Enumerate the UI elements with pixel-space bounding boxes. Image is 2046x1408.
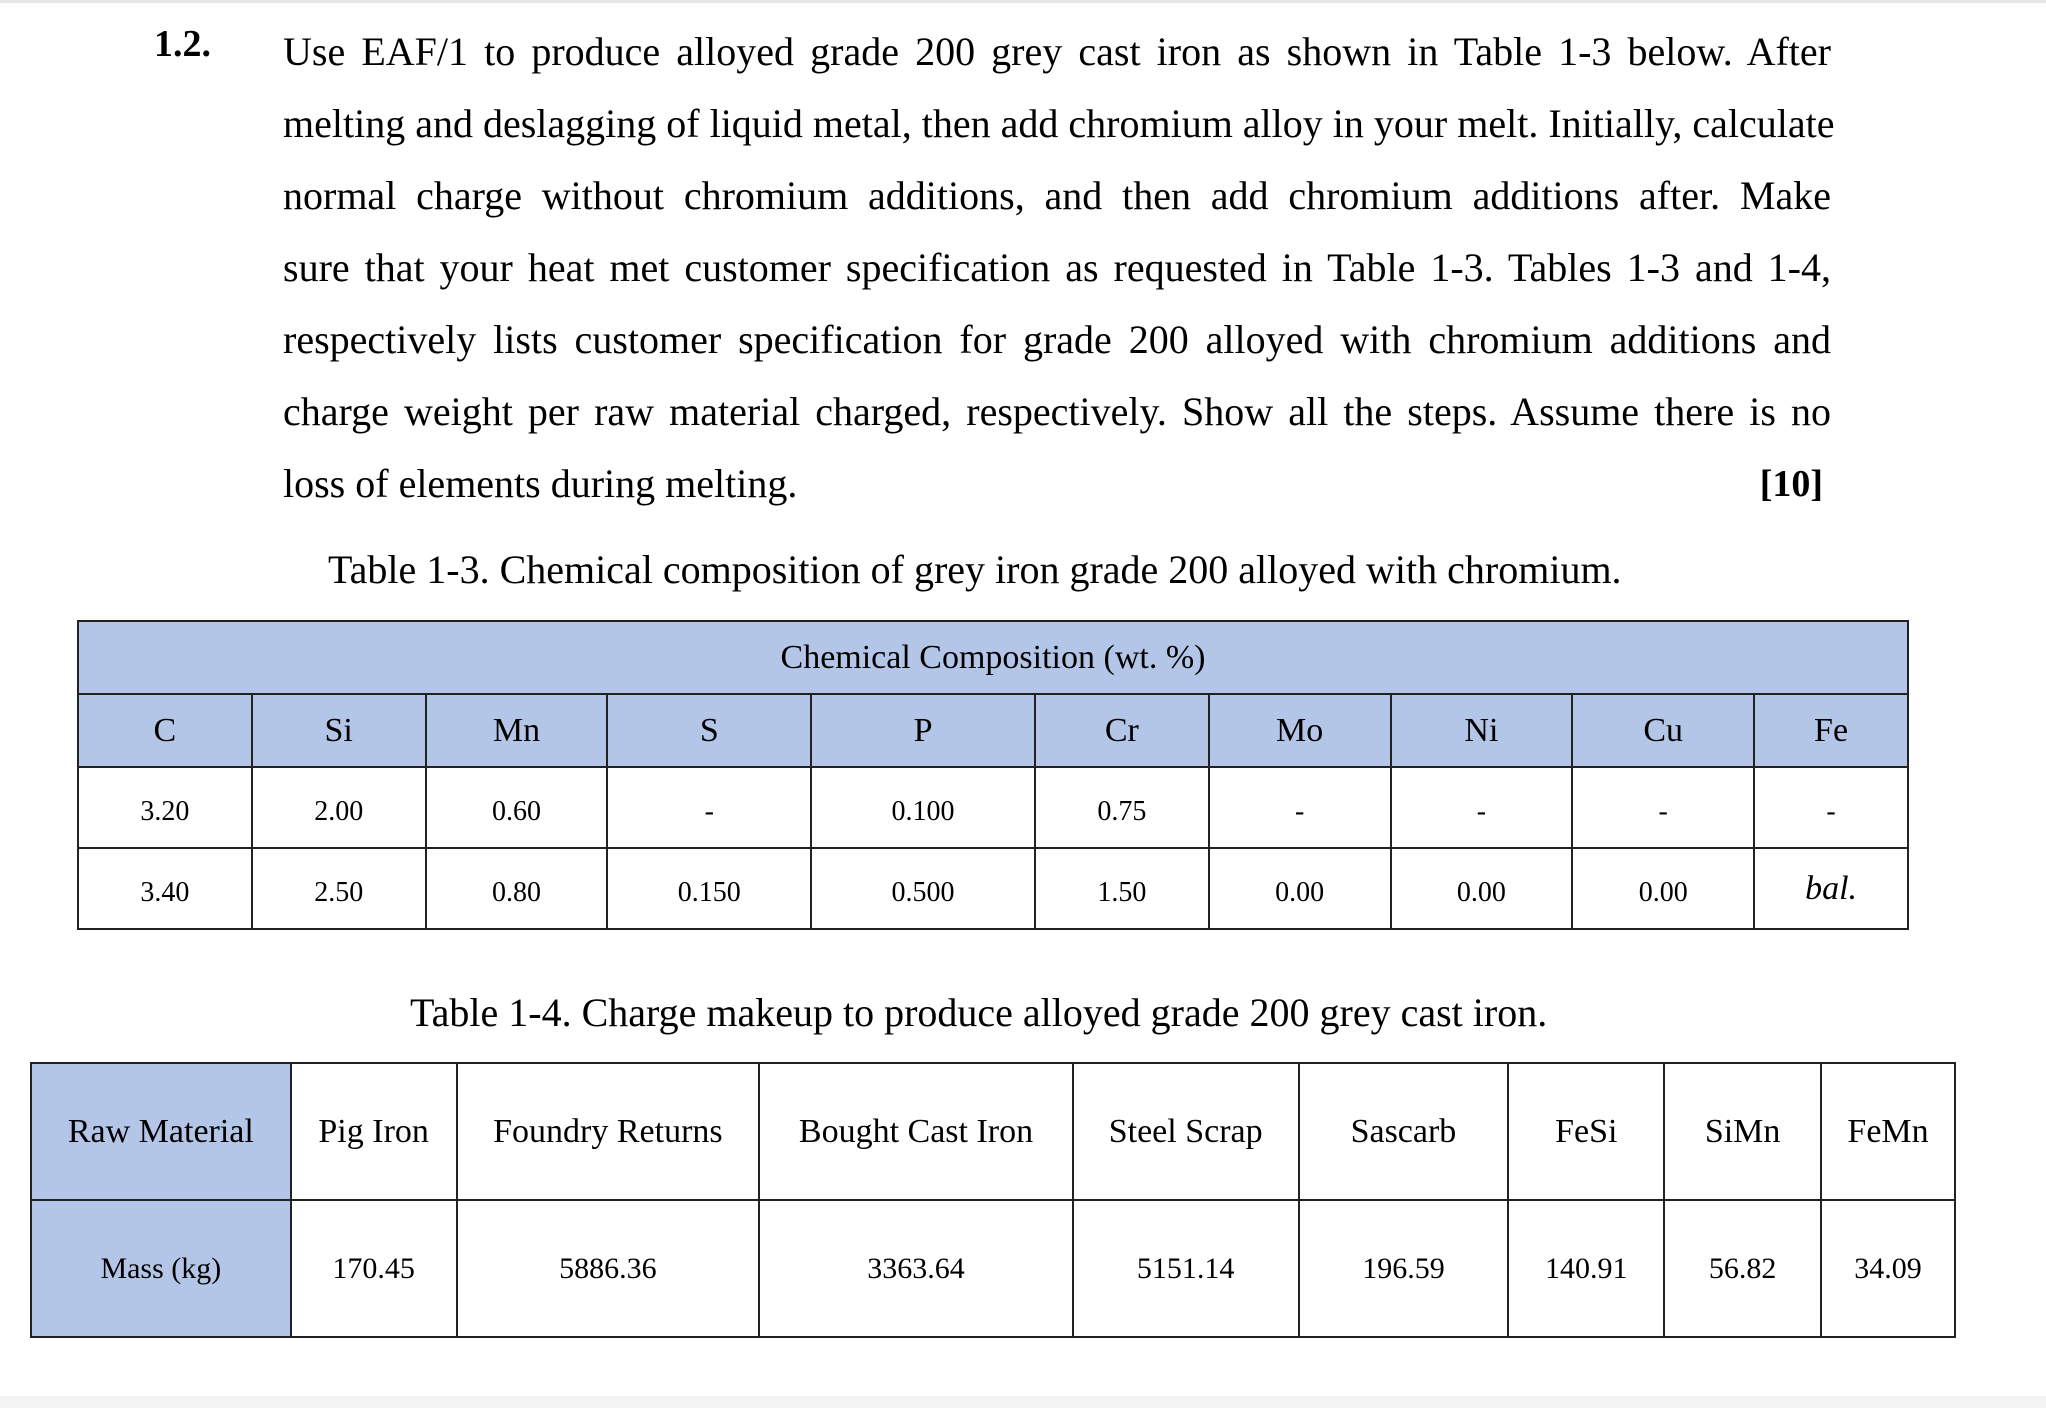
raw-material-label: Raw Material <box>31 1063 291 1200</box>
mass-value-cell: 5151.14 <box>1073 1200 1299 1337</box>
bottom-edge-bar <box>0 1396 2046 1408</box>
table-cell: 0.00 <box>1209 848 1391 929</box>
table-cell: 0.150 <box>607 848 811 929</box>
material-name-cell: Pig Iron <box>291 1063 457 1200</box>
question-line: normal charge without chromium additions, and then add chromium additions after. Make <box>283 173 1831 218</box>
material-name-cell: FeMn <box>1821 1063 1955 1200</box>
table-cell: - <box>1209 767 1391 848</box>
table-cell: 0.00 <box>1391 848 1573 929</box>
table-cell: 2.00 <box>252 767 426 848</box>
table-1-4-caption: Table 1-4. Charge makeup to produce alloyed grade 200 grey cast iron. <box>410 990 1548 1035</box>
table-cell: 1.50 <box>1035 848 1209 929</box>
material-name-cell: FeSi <box>1508 1063 1664 1200</box>
element-header-row <box>78 694 1908 767</box>
question-line: charge weight per raw material charged, respectively. Show all the steps. Assume there is no <box>283 389 1831 434</box>
element-header-cell: Cr <box>1035 694 1209 767</box>
table-cell: - <box>1754 767 1908 848</box>
material-name-cell: Bought Cast Iron <box>759 1063 1073 1200</box>
question-line: respectively lists customer specification for grade 200 alloyed with chromium additions and <box>283 317 1831 362</box>
mass-value-cell: 196.59 <box>1299 1200 1509 1337</box>
table-cell: bal. <box>1754 848 1908 929</box>
table-cell: 0.500 <box>811 848 1035 929</box>
table-cell: 3.40 <box>78 848 252 929</box>
mass-value-cell: 3363.64 <box>759 1200 1073 1337</box>
table-cell: 2.50 <box>252 848 426 929</box>
mass-value-cell: 140.91 <box>1508 1200 1664 1337</box>
element-header-cell: Si <box>252 694 426 767</box>
table-row-min <box>78 767 1908 848</box>
table-cell: 0.100 <box>811 767 1035 848</box>
question-line: loss of elements during melting. <box>283 461 798 506</box>
raw-material-row <box>31 1063 1955 1200</box>
mass-label: Mass (kg) <box>31 1200 291 1337</box>
table-cell: 0.00 <box>1572 848 1754 929</box>
marks-label: [10] <box>1759 463 1823 505</box>
table-cell: - <box>607 767 811 848</box>
mass-value-cell: 5886.36 <box>457 1200 760 1337</box>
question-line: sure that your heat met customer specification as requested in Table 1-3. Tables 1-3 and 1-4, <box>283 245 1831 290</box>
element-header-cell: Fe <box>1754 694 1908 767</box>
table-cell: - <box>1391 767 1573 848</box>
mass-value-cell: 56.82 <box>1664 1200 1821 1337</box>
material-name-cell: Foundry Returns <box>457 1063 760 1200</box>
material-name-cell: Sascarb <box>1299 1063 1509 1200</box>
mass-value-cell: 34.09 <box>1821 1200 1955 1337</box>
table-1-3-caption: Table 1-3. Chemical composition of grey iron grade 200 alloyed with chromium. <box>328 547 1622 592</box>
element-header-cell: P <box>811 694 1035 767</box>
charge-makeup-table <box>30 1062 1956 1338</box>
composition-table <box>77 620 1909 930</box>
element-header-cell: C <box>78 694 252 767</box>
mass-value-cell: 170.45 <box>291 1200 457 1337</box>
element-header-cell: Cu <box>1572 694 1754 767</box>
question-last-line <box>283 448 1831 520</box>
table-row-max <box>78 848 1908 929</box>
question-line: Use EAF/1 to produce alloyed grade 200 grey cast iron as shown in Table 1-3 below. After <box>283 29 1831 74</box>
element-header-cell: Mo <box>1209 694 1391 767</box>
table-cell: - <box>1572 767 1754 848</box>
table-cell: 0.75 <box>1035 767 1209 848</box>
question-number: 1.2. <box>154 23 211 65</box>
mass-row <box>31 1200 1955 1337</box>
element-header-cell: S <box>607 694 811 767</box>
element-header-cell: Mn <box>426 694 608 767</box>
composition-header: Chemical Composition (wt. %) <box>78 621 1908 694</box>
table-cell: 0.80 <box>426 848 608 929</box>
material-name-cell: SiMn <box>1664 1063 1821 1200</box>
table-cell: 0.60 <box>426 767 608 848</box>
question-line: melting and deslagging of liquid metal, then add chromium alloy in your melt. Initially, calculate <box>283 101 1835 146</box>
table-cell: 3.20 <box>78 767 252 848</box>
top-edge-line <box>0 0 2046 3</box>
material-name-cell: Steel Scrap <box>1073 1063 1299 1200</box>
question-text <box>283 16 1835 520</box>
element-header-cell: Ni <box>1391 694 1573 767</box>
